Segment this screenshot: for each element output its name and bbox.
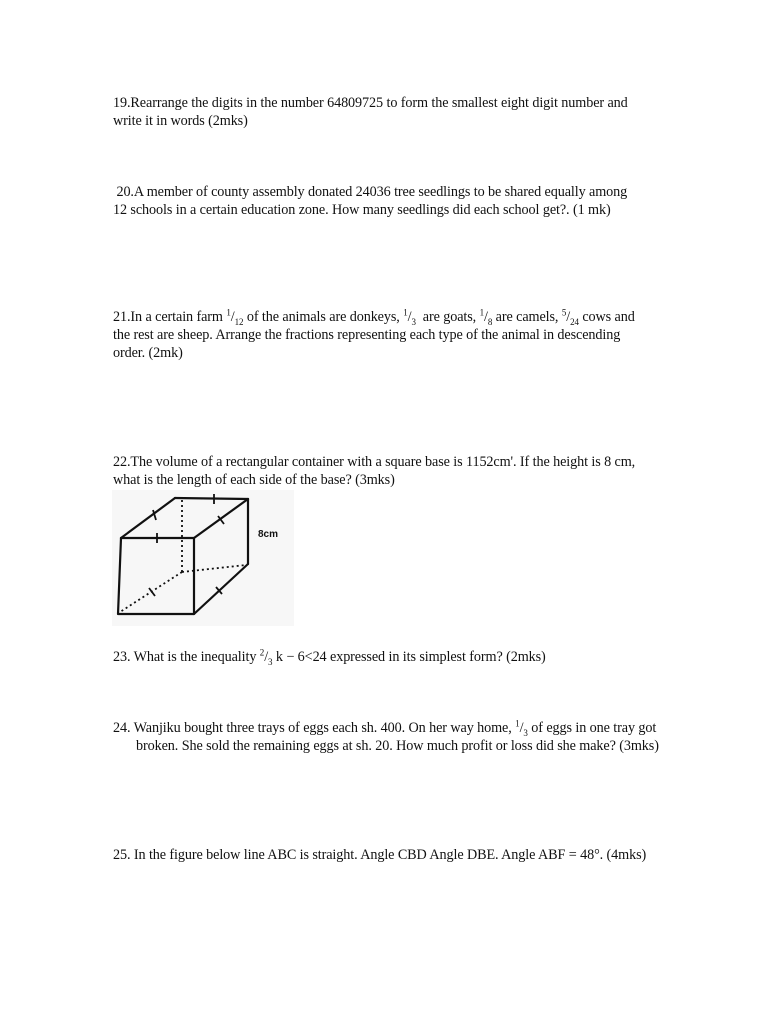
question-21-text-2: of the animals are donkeys, (243, 309, 404, 325)
fraction-numerator: 2 (259, 647, 265, 658)
question-22-line-2: what is the length of each side of the base? (3mks) (113, 472, 395, 488)
fraction-denominator: 8 (487, 316, 493, 327)
question-24-text: 24. Wanjiku bought three trays of eggs each sh. 400. On her way home, $^1/_3$ of eggs in one tray got broken. She sold the remaining eggs at sh. 20. How much profit or loss did she make? (3mks) (113, 718, 659, 754)
fraction-denominator: 24 (570, 316, 579, 327)
fraction-denominator: 12 (234, 316, 244, 327)
question-19-line-2: write it in words (2mks) (113, 113, 248, 129)
question-23-text-2: k − 6<24 expressed in its simplest form? (2mks) (272, 649, 546, 665)
question-19 (113, 94, 683, 130)
question-21-line-3: order. (2mk) (113, 345, 183, 361)
fraction-denominator: 3 (268, 656, 273, 667)
question-20 (113, 183, 683, 219)
question-22-line-1: 22.The volume of a rectangular container with a square base is 1152cm'. If the height is 8 cm, (113, 454, 636, 470)
question-24-text-2: of eggs in one tray got broken. She sold the remaining eggs at sh. 20. How much profit or loss did she make? (3mks) (136, 720, 659, 754)
question-21-text-4: are camels, (492, 309, 562, 325)
fraction-numerator: 1 (479, 307, 484, 318)
question-21-text-1: 21.In a certain farm (113, 309, 227, 325)
question-21-line-1: 21.In a certain farm $^1/_{12}$ of the animals are donkeys, $^1/_3$ are goats, $^1/_8$ are camels, $^5/_{24}$ cows and (113, 307, 635, 327)
question-25 (113, 846, 683, 864)
question-20-line-1: 20.A member of county assembly donated 24036 tree seedlings to be shared equally among (113, 184, 628, 200)
question-19-line-1: 19.Rearrange the digits in the number 64809725 to form the smallest eight digit number and (113, 95, 628, 111)
fraction-numerator: 1 (515, 718, 520, 729)
question-23-text-1: 23. What is the inequality (113, 649, 260, 665)
question-21 (113, 308, 683, 362)
question-25-text: 25. In the figure below line ABC is straight. Angle CBD Angle DBE. Angle ABF = 48°. (4mks) (113, 847, 647, 863)
question-22 (113, 453, 683, 489)
question-23 (113, 648, 683, 666)
question-23-line-1: 23. What is the inequality $^2/_3$ k − 6<24 expressed in its simplest form? (2mks) (113, 647, 546, 667)
fraction-numerator: 1 (403, 307, 408, 318)
fraction-numerator: 5 (561, 307, 567, 318)
fraction-numerator: 1 (226, 307, 231, 318)
cuboid-figure (112, 490, 294, 626)
fraction-denominator: 3 (523, 727, 528, 738)
fraction-denominator: 3 (411, 316, 416, 327)
cuboid-top-back-edge (175, 498, 248, 499)
question-21-text-5: cows and (578, 309, 635, 325)
figure-height-label: 8cm (258, 529, 279, 540)
question-21-text-3: are goats, (415, 309, 480, 325)
question-20-line-2: 12 schools in a certain education zone. How many seedlings did each school get?. (1 mk) (113, 202, 611, 218)
question-24 (113, 719, 683, 755)
question-21-line-2: the rest are sheep. Arrange the fractions representing each type of the animal in descending (113, 327, 621, 343)
question-24-text-1: 24. Wanjiku bought three trays of eggs each sh. 400. On her way home, (113, 720, 516, 736)
